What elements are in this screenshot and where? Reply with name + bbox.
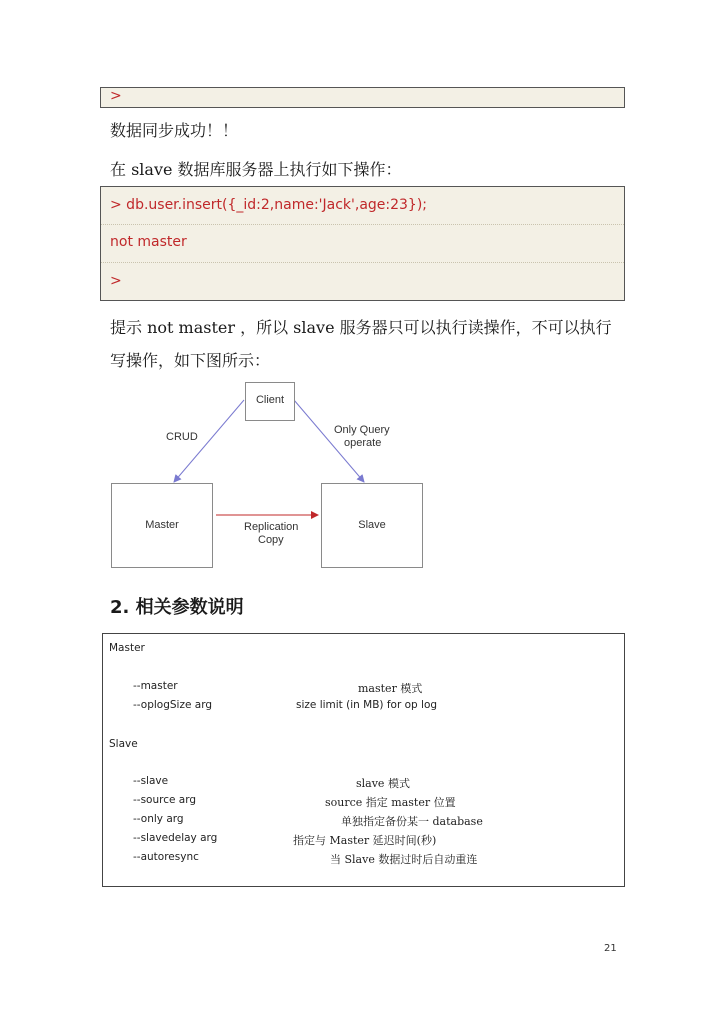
slave-box [321, 483, 423, 568]
param-option: --slavedelay arg [133, 832, 218, 844]
code-line: > [110, 88, 122, 104]
code-line: not master [110, 234, 187, 250]
param-description: size limit (in MB) for op log [296, 699, 438, 711]
param-description: 当 Slave 数据过时后自动重连 [330, 853, 478, 866]
param-option: --master [133, 680, 178, 692]
only-query-label-1: Only Query [334, 424, 390, 436]
code-line: > [110, 273, 122, 289]
master-label: Master [145, 519, 179, 531]
para-not-master-line2: 写操作，如下图所示： [110, 351, 271, 370]
slave-section-title: Slave [109, 738, 138, 750]
param-option: --oplogSize arg [133, 699, 212, 711]
para-not-master-line1: 提示 not master ，所以 slave 服务器只可以执行读操作，不可以执行 [110, 318, 612, 337]
param-option: --only arg [133, 813, 184, 825]
param-description: source 指定 master 位置 [325, 796, 456, 809]
code-line: > db.user.insert({_id:2,name:'Jack',age:23}); [110, 197, 428, 213]
code-separator [101, 224, 624, 225]
code-separator [101, 262, 624, 263]
client-box [245, 382, 295, 421]
master-section-title: Master [109, 642, 145, 654]
param-description: 指定与 Master 延迟时间(秒) [293, 834, 437, 847]
code-block-2 [100, 186, 625, 301]
slave-label: Slave [358, 519, 386, 531]
replication-diagram [108, 382, 424, 567]
param-option: --source arg [133, 794, 197, 806]
param-option: --slave [133, 775, 169, 787]
replication-label-1: Replication [244, 521, 299, 533]
replication-label-2: Copy [258, 534, 284, 546]
master-box [111, 483, 213, 568]
only-query-label-2: operate [344, 437, 382, 449]
crud-label: CRUD [166, 431, 198, 443]
param-description: 单独指定备份某一 database [341, 815, 483, 828]
client-label: Client [255, 394, 285, 406]
para-slave-intro: 在 slave 数据库服务器上执行如下操作： [110, 160, 402, 179]
section-heading: 2. 相关参数说明 [110, 597, 244, 618]
param-description: slave 模式 [356, 777, 410, 790]
code-block-1 [100, 87, 625, 108]
para-sync-success: 数据同步成功！！ [110, 121, 239, 140]
param-description: master 模式 [358, 682, 423, 695]
page-number: 21 [604, 943, 617, 954]
param-option: --autoresync [133, 851, 199, 863]
params-box [102, 633, 625, 887]
